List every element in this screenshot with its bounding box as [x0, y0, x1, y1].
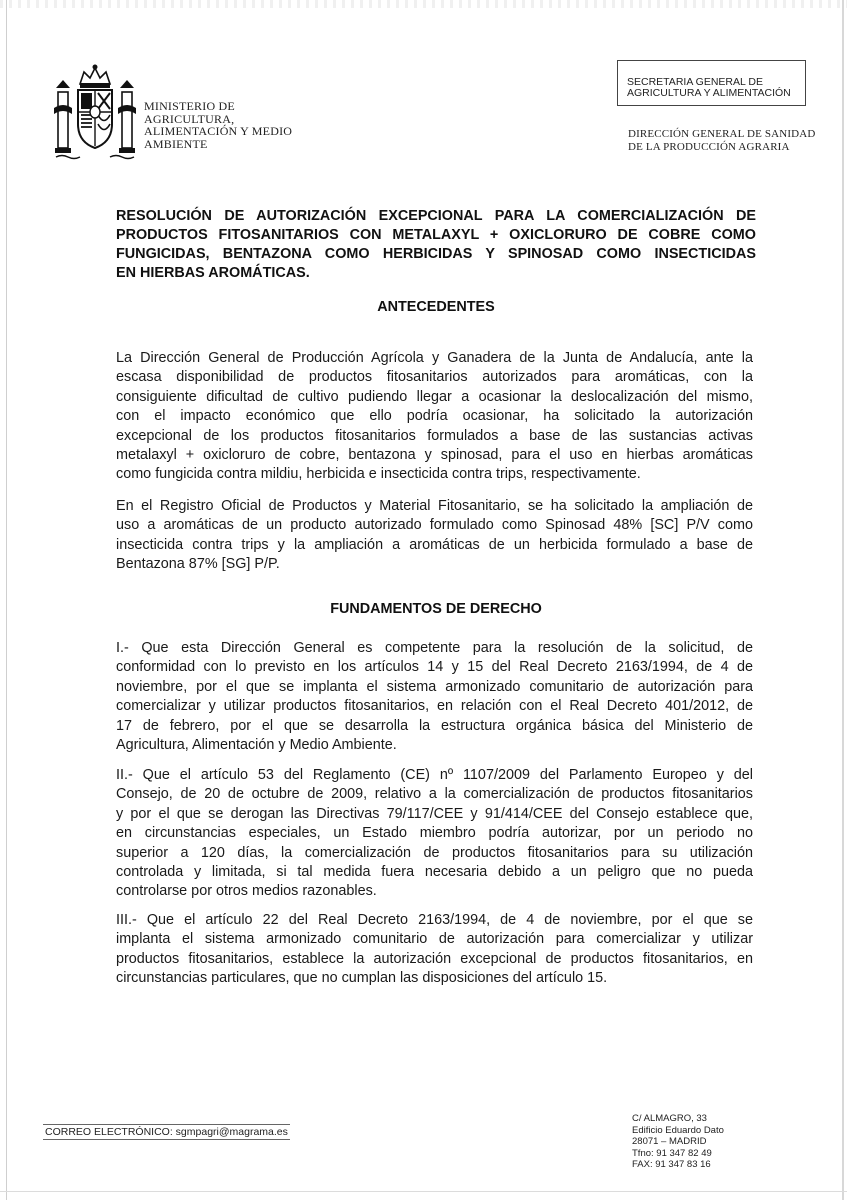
paragraph-line: uso a aromáticas de un producto autorizado formulado como Spinosad 48% [SC] P/V como	[116, 517, 753, 534]
paragraph-line: como fungicida contra mildiu, herbicida e insecticida contra trips, respectivamente.	[116, 466, 641, 483]
paragraph-line: consiguiente dificultad de cultivo pudiendo llegar a ocasionar la deslocalización del mismo,	[116, 388, 753, 405]
address-line: Edificio Eduardo Dato	[632, 1124, 724, 1136]
document-title	[116, 207, 756, 283]
ministry-name	[144, 100, 292, 150]
ministry-line: AMBIENTE	[144, 136, 208, 151]
footer-email: CORREO ELECTRÓNICO: sgmpagri@magrama.es	[45, 1126, 288, 1138]
address-line: C/ ALMAGRO, 33	[632, 1113, 707, 1124]
page-edge-right	[842, 0, 844, 1200]
fundamento-3	[116, 911, 753, 989]
address-line: Tfno: 91 347 82 49	[632, 1147, 712, 1159]
paragraph-line: y por el que se derogan las Directivas 79/117/CEE y 91/414/CEE del Consejo establece que,	[116, 805, 753, 822]
paragraph-line: controlada y limitada, si tal medida fuera necesaria debido a un peligro que no pueda	[116, 864, 753, 881]
direccion-line: DE LA PRODUCCIÓN AGRARIA	[628, 141, 790, 153]
antecedentes-paragraph-1	[116, 349, 753, 485]
paragraph-line: III.- Que el artículo 22 del Real Decreto 2163/1994, de 4 de noviembre, por el que se	[116, 912, 753, 928]
secretaria-line: SECRETARIA GENERAL DE	[627, 76, 763, 88]
paragraph-line: productos fitosanitarios, establece la autorización excepcional de productos fitosanitarios, en	[116, 950, 753, 967]
address-line: 28071 – MADRID	[632, 1136, 707, 1148]
paragraph-line: con el impacto económico que ello podría ocasionar, ha solicitado la autorización	[116, 408, 753, 425]
fundamento-1	[116, 639, 753, 755]
antecedentes-paragraph-2	[116, 497, 753, 575]
secretaria-line: AGRICULTURA Y ALIMENTACIÓN	[627, 86, 791, 99]
paragraph-line: 17 de febrero, por el que se desarrolla la estructura orgánica básica del Ministerio de	[116, 717, 753, 734]
address-line: FAX: 91 347 83 16	[632, 1159, 711, 1171]
paragraph-line: escasa disponibilidad de productos fitosanitarios autorizados para aromáticas, con la	[116, 369, 753, 386]
paragraph-line: noviembre, por el que se implanta el sistema armonizado comunitario de autorización para	[116, 678, 753, 695]
ministry-line: AGRICULTURA,	[144, 111, 235, 126]
ministry-line: MINISTERIO DE	[144, 99, 235, 113]
title-line: FUNGICIDAS, BENTAZONA COMO HERBICIDAS Y SPINOSAD COMO INSECTICIDAS	[116, 246, 756, 262]
title-line: EN HIERBAS AROMÁTICAS.	[116, 265, 310, 281]
paragraph-line: excepcional de los productos fitosanitarios formulados a base de las sustancias activas	[116, 427, 753, 444]
fundamentos-heading: FUNDAMENTOS DE DERECHO	[330, 601, 542, 617]
paragraph-line: comercializar y utilizar productos fitosanitarios, en relación con el Real Decreto 401/2012, de	[116, 698, 753, 715]
direccion-general	[628, 128, 815, 154]
ministry-line: ALIMENTACIÓN Y MEDIO	[144, 124, 293, 138]
secretaria-box	[617, 60, 806, 106]
paragraph-line: metalaxyl + oxicloruro de cobre, bentazona y spinosad, para el uso en hierbas aromáticas	[116, 447, 753, 464]
paragraph-line: superior a 120 días, la comercialización de productos fitosanitarios para su utilización	[116, 844, 753, 861]
title-line: RESOLUCIÓN DE AUTORIZACIÓN EXCEPCIONAL PARA LA COMERCIALIZACIÓN DE	[116, 208, 756, 224]
paragraph-line: I.- Que esta Dirección General es competente para la resolución de la solicitud, de	[116, 640, 753, 656]
paragraph-line: conformidad con lo previsto en los artículos 14 y 15 del Real Decreto 2163/1994, de 4 de	[116, 659, 753, 676]
antecedentes-heading: ANTECEDENTES	[377, 299, 495, 315]
paragraph-line: en circunstancias especiales, un Estado miembro podría autorizar, por un periodo no	[116, 825, 753, 842]
paragraph-line: controlarse por otros medios razonables.	[116, 883, 377, 900]
page-edge-bottom	[0, 1191, 847, 1192]
paragraph-line: En el Registro Oficial de Productos y Material Fitosanitario, se ha solicitado la ampliación de	[116, 498, 753, 514]
paragraph-line: insecticida contra trips y la ampliación a aromáticas de un herbicida formulado a base de	[116, 536, 753, 553]
title-line: PRODUCTOS FITOSANITARIOS CON METALAXYL + OXICLORURO DE COBRE COMO	[116, 227, 756, 243]
direccion-line: DIRECCIÓN GENERAL DE SANIDAD	[628, 128, 816, 140]
fundamento-2	[116, 766, 753, 902]
paragraph-line: II.- Que el artículo 53 del Reglamento (CE) nº 1107/2009 del Parlamento Europeo y del	[116, 767, 753, 783]
paragraph-line: circunstancias particulares, que no cumplan las disposiciones del artículo 15.	[116, 970, 608, 987]
page-edge-left	[6, 0, 7, 1200]
coat-of-arms-icon	[50, 62, 140, 162]
scan-edge-top	[0, 0, 847, 8]
footer-address	[632, 1113, 724, 1171]
paragraph-line: implanta el sistema armonizado comunitario de autorización para comercializar y utilizar	[116, 931, 753, 948]
paragraph-line: Agricultura, Alimentación y Medio Ambiente.	[116, 737, 397, 754]
paragraph-line: Consejo, de 20 de octubre de 2009, relativo a la comercialización de productos fitosanitarios	[116, 786, 753, 803]
paragraph-line: La Dirección General de Producción Agrícola y Ganadera de la Junta de Andalucía, ante la	[116, 350, 753, 366]
paragraph-line: Bentazona 87% [SG] P/P.	[116, 556, 280, 573]
